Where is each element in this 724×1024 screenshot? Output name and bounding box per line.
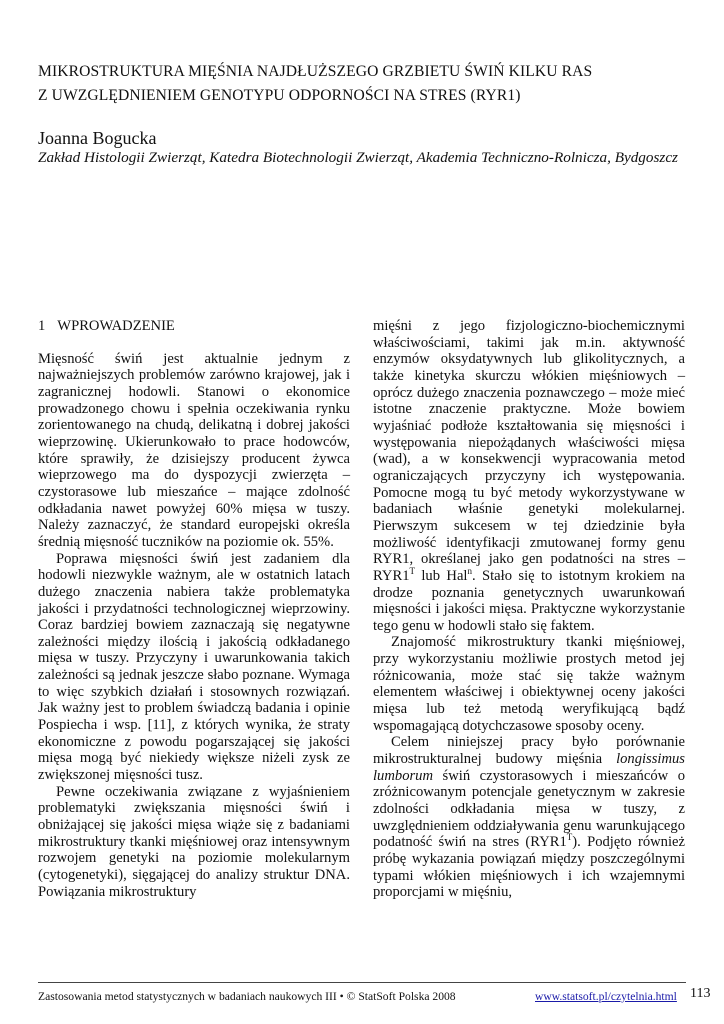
page-number: 113 xyxy=(690,986,711,1001)
paper-title xyxy=(38,60,688,108)
title-line-2: Z UWZGLĘDNIENIEM GENOTYPU ODPORNOŚCI NA STRES (RYR1) xyxy=(38,87,521,104)
left-paragraph-2: Poprawa mięsności świń jest zadaniem dla hodowli niezwykle ważnym, ale w ostatnich latach dużego znaczenia nabiera także problematyka jakości i przydatności technologicznej wieprzowiny. Coraz bardziej bowiem zaznaczają się negatywne zależności między ilością i jakością odkładanego mięsa w tuszy. Przyczyny i uwarunkowania takich zależności są jednak jeszcze słabo poznane. Wymaga to więc szybkich działań i stosownych rozwiązań. Jak ważny jest to problem świadczą badania i opinie Pospiecha i wsp. [11], z których wynika, że straty ekonomiczne z powodu pogarszającej się jakości mięsa mogą być niekiedy większe niżeli zysk ze zwiększonej mięsności tusz. xyxy=(38,550,350,784)
section-number: 1 xyxy=(38,318,46,334)
superscript-t: T xyxy=(409,565,415,576)
right-p3-part-a: Celem niniejszej pracy było porównanie mikrostrukturalnej budowy mięśnia xyxy=(373,734,685,768)
right-column xyxy=(373,318,685,901)
section-title: WPROWADZENIE xyxy=(57,318,175,334)
section-heading xyxy=(38,318,350,335)
footer-link[interactable]: www.statsoft.pl/czytelnia.html xyxy=(535,990,677,1003)
right-paragraph-2: Znajomość mikrostruktury tkanki mięśniowej, przy wykorzystaniu możliwie prostych metod jej różnicowania, może stać się także ważnym elementem właściwej i obiektywnej oceny jakości mięsa lub też metodą weryfikującą bądź wspomagającą dotychczasowe sposoby oceny. xyxy=(373,634,685,734)
left-paragraph-3: Pewne oczekiwania związane z wyjaśnieniem problematyki zwiększania mięsności świń i obniżającej się jakości mięsa wiąże się z badaniami mikrostruktury tkanki mięśniowej oraz intensywnym rozwojem genetyki na poziomie molekularnym (cytogenetyki), sięgającej do analizy struktur DNA. Powiązania mikrostruktury xyxy=(38,783,350,900)
right-paragraph-1 xyxy=(373,318,685,634)
author-affiliation: Zakład Histologii Zwierząt, Katedra Biotechnologii Zwierząt, Akademia Techniczno-Rolnicza, Bydgoszcz xyxy=(38,149,678,166)
species-muscle-name: longissimus lumborum xyxy=(373,751,685,784)
superscript-n: n xyxy=(467,565,472,576)
right-p1-part-a: mięśni z jego fizjologiczno-biochemicznymi właściwościami, takimi jak m.in. aktywność enzymów oksydatywnych lub glikolitycznych, a także kinetyka skurczu włókien mięśniowych – oprócz dużego znaczenia poznawczego – może mieć istotne znaczenie praktyczne. Może bowiem wyjaśniać podłoże kształtowania się mięsności i występowania niepożądanych właściwości mięsa (wad), a w konsekwencji wypracowania metod ograniczających przyczyny ich występowania. Pomocne mogą tu być metody wykorzystywane w badaniach właśnie genetyki molekularnej. Pierwszym sukcesem w tej dziedzinie była możliwość identyfikacji zmutowanej formy genu RYR1, określanej jako gen podatności na stres – RYR1 xyxy=(373,318,685,584)
right-paragraph-3 xyxy=(373,734,685,901)
right-p3-part-c: ). Podjęto również próbę wykazania powiązań między poszczególnymi typami włókien mięśniowych i ich wzajemnymi proporcjami w mięśniu, xyxy=(373,834,685,901)
right-p3-part-b: świń czystorasowych i mieszańców o zróżnicowanym potencjale genetycznym w zakresie zdolności odkładania mięsa w tuszy, z uwzględnieniem oddziaływania genu warunkującego podatność świń na stres (RYR1 xyxy=(373,767,685,851)
left-column xyxy=(38,318,350,900)
footer-divider xyxy=(38,982,686,983)
footer-text: Zastosowania metod statystycznych w badaniach naukowych III • © StatSoft Polska 2008 xyxy=(38,990,456,1003)
superscript-t-2: T xyxy=(566,832,573,843)
left-paragraph-1: Mięsność świń jest aktualnie jednym z najważniejszych problemów zarówno krajowej, jak i zagranicznej hodowli. Stanowi o ekonomice prowadzonego chowu i spełnia oczekiwania rynku zorientowanego na chudą, delikatną i dobrej jakości wieprzowinę. Ukierunkowało to prace hodowców, które sprawiły, że dzisiejszy producent żywca wieprzowego ma do dyspozycji zwierzęta – czystorasowe lub mieszańce – mające zdolność odkładania nawet powyżej 60% mięsa w tuszy. Należy zaznaczyć, że standard europejski określa średnią mięsność tuczników na poziomie ok. 55%. xyxy=(38,350,350,550)
right-p1-part-c: . Stało się to istotnym krokiem na drodze poznania genetycznych uwarunkowań mięsności i jakości mięsa. Praktyczne wykorzystanie tego genu w hodowli stało się faktem. xyxy=(373,567,685,634)
author-name: Joanna Bogucka xyxy=(38,128,157,148)
right-p1-part-b: lub Hal xyxy=(415,567,468,584)
title-line-1: MIKROSTRUKTURA MIĘŚNIA NAJDŁUŻSZEGO GRZBIETU ŚWIŃ KILKU RAS xyxy=(38,63,593,80)
